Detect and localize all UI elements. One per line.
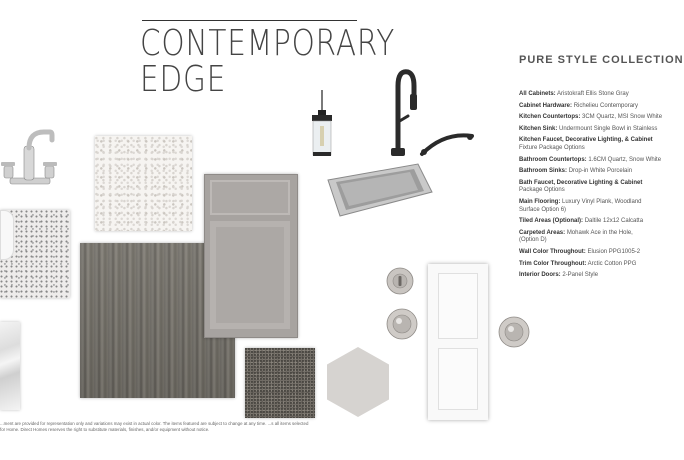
- spec-row: [519, 230, 644, 245]
- carpet-swatch: [245, 348, 315, 418]
- spec-value: Arctic Cotton PPG: [587, 260, 637, 267]
- paint-color-swatch: [327, 347, 389, 417]
- title-rule: [142, 20, 357, 21]
- collection-title: PURE STYLE COLLECTION: [519, 54, 684, 66]
- bath-faucet-icon: [0, 126, 60, 196]
- spec-value: Drop-in White Porcelain: [568, 168, 633, 175]
- spec-row: [519, 103, 659, 111]
- spec-row: [519, 156, 662, 165]
- interior-door-sample: [428, 264, 488, 420]
- spec-label: Carpeted Areas:: [519, 229, 566, 236]
- spec-value: Luxury Vinyl Plank, Woodland Surface Option 6): [519, 198, 642, 213]
- spec-row: [519, 126, 659, 134]
- collection-name: [140, 23, 396, 100]
- stainless-sink-icon: [322, 160, 434, 220]
- spec-value: Richelieu Contemporary: [573, 102, 639, 109]
- spec-value: Elusion PPG1005-2: [587, 248, 641, 255]
- cabinet-door-sample: [204, 174, 298, 338]
- door-knob-icon: [498, 316, 530, 348]
- deadbolt-icon: [386, 266, 414, 296]
- spec-row: [519, 91, 659, 99]
- spec-value: 2-Panel Style: [562, 272, 599, 279]
- spec-row: [519, 137, 659, 152]
- title-line-1: CONTEMPORARY: [140, 23, 396, 64]
- cabinet-recessed-panel: [210, 221, 290, 329]
- kitchen-faucet-icon: [382, 66, 418, 158]
- disclaimer-text: ...ment are provided for representation only and variations may exist in actual color. The items featured are subject to change at any time. ...s all items selected for Home. Direct Homes reserves the right to substitute materials, finishes, and/or equipment without notice.: [0, 421, 309, 432]
- spec-value: 1.6CM Quartz, Snow White: [588, 156, 662, 163]
- title-line-2: EDGE: [140, 59, 227, 100]
- spec-label: Cabinet Hardware:: [519, 102, 573, 109]
- spec-value: Aristokraft Ellis Stone Gray: [557, 91, 629, 97]
- spec-label: Bathroom Countertops:: [519, 156, 587, 163]
- spec-label: Tiled Areas (Optional):: [519, 218, 584, 225]
- spec-row: [519, 199, 644, 214]
- spec-value: Daltile 12x12 Calcatta: [584, 218, 644, 225]
- spec-value: Undermount Single Bowl in Stainless: [559, 125, 658, 132]
- spec-row: [519, 114, 663, 122]
- door-lower-panel: [438, 348, 478, 410]
- spec-value: Mohawk Ace in the Hole, (Option D): [519, 229, 633, 244]
- kitchen-quartz-swatch: [95, 136, 192, 231]
- door-upper-panel: [438, 273, 478, 339]
- spec-row: [519, 249, 659, 257]
- spec-label: Interior Doors:: [519, 272, 561, 279]
- spec-value: Package Options: [519, 187, 565, 194]
- spec-row: [519, 261, 659, 269]
- spec-row: [519, 272, 659, 280]
- spec-value: 3CM Quartz, MSI Snow White: [582, 114, 663, 121]
- spec-label: Kitchen Countertops:: [519, 114, 581, 121]
- spec-label: Bathroom Sinks:: [519, 168, 568, 175]
- spec-label: Trim Color Throughout:: [519, 260, 587, 267]
- spec-label: All Cabinets:: [519, 91, 556, 97]
- spec-label: Bath Faucet, Decorative Lighting & Cabinet: [519, 179, 643, 186]
- tile-swatch: [0, 322, 20, 410]
- cabinet-drawer-front: [210, 180, 290, 215]
- spec-label: Wall Color Throughout:: [519, 248, 586, 255]
- porcelain-sink-swatch: [0, 210, 14, 260]
- door-knob-icon: [386, 308, 418, 340]
- spec-label: Kitchen Sink:: [519, 125, 558, 132]
- spec-row: [519, 218, 659, 226]
- spec-row: [519, 168, 659, 176]
- cabinet-pull-icon: [418, 130, 476, 160]
- spec-label: Kitchen Faucet, Decorative Lighting, & Cabinet: [519, 137, 653, 144]
- spec-value: Fixture Package Options: [519, 144, 585, 151]
- spec-row: [519, 180, 659, 195]
- pendant-light-icon: [308, 90, 336, 160]
- spec-label: Main Flooring:: [519, 198, 561, 205]
- spec-list: [519, 91, 663, 284]
